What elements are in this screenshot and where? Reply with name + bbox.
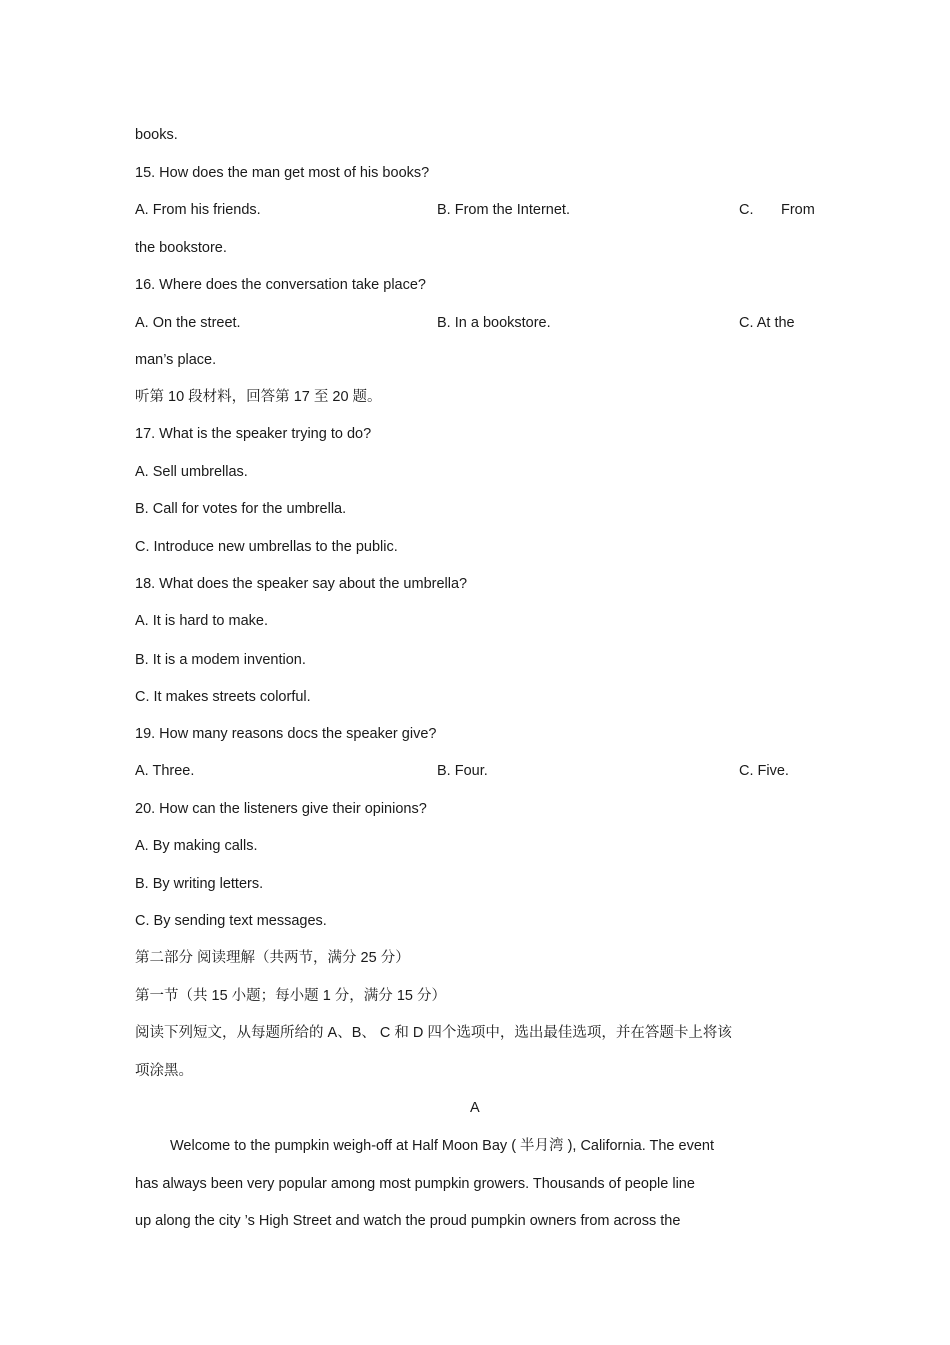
option-16c: C. At the — [739, 315, 795, 331]
option-15c-text: From — [781, 202, 815, 218]
option-17b: B. Call for votes for the umbrella. — [135, 501, 347, 517]
part-two-heading: 第二部分 阅读理解（共两节，满分 25 分） — [135, 950, 410, 966]
question-19: 19. How many reasons docs the speaker give? — [135, 726, 437, 742]
option-15a: A. From his friends. — [135, 202, 261, 218]
question-17: 17. What is the speaker trying to do? — [135, 426, 372, 442]
option-17c: C. Introduce new umbrellas to the public. — [135, 539, 398, 555]
question-16: 16. Where does the conversation take place? — [135, 277, 426, 293]
option-19b: B. Four. — [437, 763, 488, 779]
option-15b: B. From the Internet. — [437, 202, 570, 218]
option-18a: A. It is hard to make. — [135, 613, 268, 629]
option-16b: B. In a bookstore. — [437, 315, 551, 331]
passage-line: Welcome to the pumpkin weigh-off at Half Moon Bay ( 半月湾 ), California. The event — [170, 1138, 714, 1154]
option-17a: A. Sell umbrellas. — [135, 464, 248, 480]
option-15c-continued: the bookstore. — [135, 240, 227, 256]
reading-instruction-continued: 项涂黑。 — [135, 1063, 193, 1079]
option-19c: C. Five. — [739, 763, 789, 779]
option-18b: B. It is a modem invention. — [135, 652, 306, 668]
option-15c-label: C. — [739, 202, 754, 218]
section-instruction-10: 听第 10 段材料，回答第 17 至 20 题。 — [135, 389, 382, 405]
option-16a: A. On the street. — [135, 315, 241, 331]
option-20c: C. By sending text messages. — [135, 913, 327, 929]
option-18c: C. It makes streets colorful. — [135, 689, 311, 705]
text-line: books. — [135, 127, 178, 143]
question-15: 15. How does the man get most of his books? — [135, 165, 430, 181]
section-one-heading: 第一节（共 15 小题；每小题 1 分，满分 15 分） — [135, 988, 446, 1004]
option-16c-continued: man’s place. — [135, 352, 217, 368]
passage-label: A — [470, 1100, 480, 1116]
question-20: 20. How can the listeners give their opinions? — [135, 801, 427, 817]
question-18: 18. What does the speaker say about the umbrella? — [135, 576, 468, 592]
option-20b: B. By writing letters. — [135, 876, 264, 892]
passage-line: has always been very popular among most pumpkin growers. Thousands of people line — [135, 1176, 695, 1192]
option-20a: A. By making calls. — [135, 838, 258, 854]
option-19a: A. Three. — [135, 763, 195, 779]
reading-instruction: 阅读下列短文，从每题所给的 A、B、 C 和 D 四个选项中，选出最佳选项，并在答题卡上将该 — [135, 1025, 732, 1041]
passage-line: up along the city ’s High Street and watch the proud pumpkin owners from across the — [135, 1213, 681, 1229]
